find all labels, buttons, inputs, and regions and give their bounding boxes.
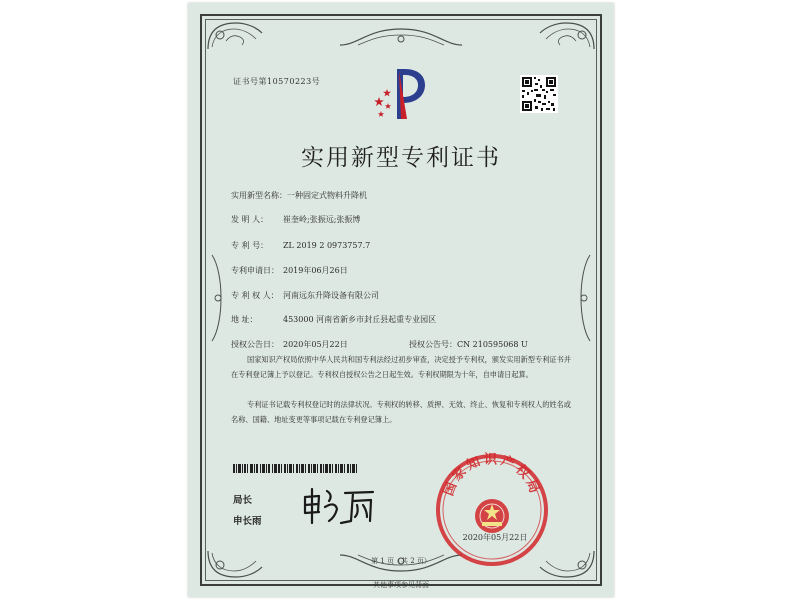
field-inventors: [231, 214, 360, 225]
field-label: 实用新型名称：: [231, 191, 287, 200]
certificate-title: 实用新型专利证书: [301, 145, 501, 171]
field-value: ZL 2019 2 0973757.7: [283, 241, 371, 250]
field-application-date: [231, 265, 348, 276]
seal-date: 2020年05月22日: [462, 533, 528, 542]
back-note: 其他事项参见背面: [373, 581, 429, 589]
grant-paragraph: 国家知识产权局依照中华人民共和国专利法经过初步审查，决定授予专利权，颁发实用新型专利证书并在专利登记簿上予以登记。专利权自授权公告之日起生效。专利权期限为十年，自申请日起算。: [231, 355, 571, 379]
field-label: 授权公告号：: [409, 340, 457, 349]
page-number: 第 1 页（共 2 页）: [371, 557, 431, 565]
official-seal-icon: [432, 450, 552, 570]
field-label: 专利申请日：: [231, 266, 279, 275]
field-address: [231, 314, 436, 325]
certificate-number: 证书号第10570223号: [233, 77, 321, 86]
field-value: 一种固定式物料升降机: [287, 191, 367, 200]
top-ornament: [338, 25, 464, 49]
field-label: 地 址：: [231, 315, 258, 324]
side-ornament: [574, 253, 594, 343]
field-grant-date: [231, 339, 528, 350]
svg-text:国家知识产权局: 国家知识产权局: [441, 452, 543, 499]
field-patent-number: [231, 240, 370, 251]
director-name: 申长雨: [233, 516, 262, 527]
field-value: 崔奎岭;张振远;张振博: [283, 215, 361, 224]
field-label: 专 利 号：: [231, 241, 269, 250]
qr-code-icon: [520, 75, 558, 113]
cnipa-logo-icon: [369, 63, 431, 125]
field-value: 453000 河南省新乡市封丘县起重专业园区: [283, 315, 437, 324]
corner-ornament: [538, 21, 596, 51]
handwritten-signature: [301, 483, 383, 527]
field-value: 河南远东升降设备有限公司: [283, 291, 379, 300]
field-value: 2020年05月22日: [283, 340, 348, 349]
record-paragraph: 专利证书记载专利权登记时的法律状况。专利权的转移、质押、无效、终止、恢复和专利权人的姓名或名称、国籍、地址变更等事项记载在专利登记簿上。: [231, 400, 571, 424]
side-ornament: [208, 253, 228, 343]
field-label: 发 明 人：: [231, 215, 269, 224]
director-title: 局长: [233, 495, 253, 506]
field-value: CN 210595068 U: [457, 340, 528, 349]
field-utility-model-name: [231, 190, 367, 201]
field-patentee: [231, 290, 379, 301]
field-label: 授权公告日：: [231, 340, 279, 349]
field-label: 专 利 权 人：: [231, 291, 279, 300]
certificate-paper: [188, 3, 614, 597]
barcode-icon: [233, 464, 357, 473]
corner-ornament: [206, 21, 264, 51]
field-value: 2019年06月26日: [283, 266, 348, 275]
